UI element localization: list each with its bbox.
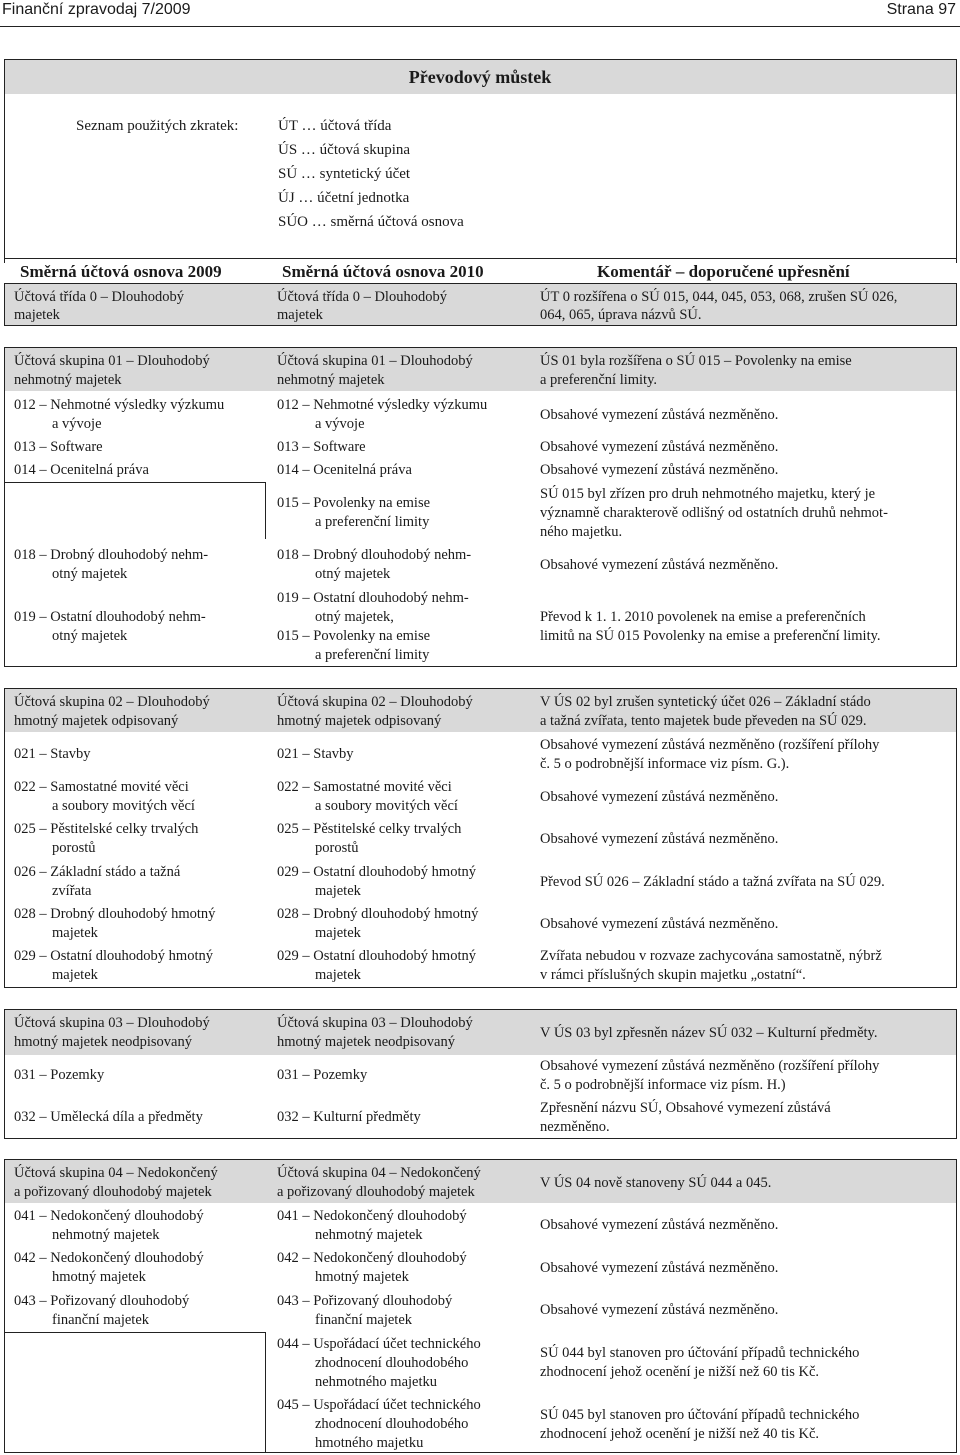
group-03-2010-line2: hmotný majetek neodpisovaný (277, 1034, 455, 1050)
row-031-comment-line1: Obsahové vymezení zůstává nezměněno (rozšíření přílohy (540, 1058, 880, 1074)
row-029-2010-line1: 029 – Ostatní dlouhodobý hmotný (277, 948, 476, 964)
publication-title: Finanční zpravodaj 7/2009 (2, 1, 191, 18)
row-022-2010-line2: a soubory movitých věcí (315, 798, 458, 814)
row-042-2010-line1: 042 – Nedokončený dlouhodobý (277, 1250, 467, 1266)
row-041-2009-line2: nehmotný majetek (52, 1227, 160, 1243)
row-032-comment-line2: nezměněno. (540, 1119, 610, 1135)
row-045-2010-line2: zhodnocení dlouhodobého (315, 1416, 469, 1432)
row-014-2009: 014 – Ocenitelná práva (14, 462, 149, 478)
row-019-comment-line2: limitů na SÚ 015 Povolenky na emise a preferenční limity. (540, 628, 881, 644)
row-019-2009-line1: 019 – Ostatní dlouhodobý nehm- (14, 609, 206, 625)
row-015-2010-line2: a preferenční limity (315, 514, 430, 530)
group-02-2009-line2: hmotný majetek odpisovaný (14, 713, 179, 729)
row-026-2009-line1: 026 – Základní stádo a tažná (14, 864, 181, 880)
page-header (0, 0, 960, 26)
column-header-comment: Komentář – doporučené upřesnění (597, 262, 850, 281)
row-019-2010-line1: 019 – Ostatní dlouhodobý nehm- (277, 590, 469, 606)
class0-comment-line2: 064, 065, úprava názvů SÚ. (540, 307, 702, 323)
row-014-2010: 014 – Ocenitelná práva (277, 462, 412, 478)
group-01-comment-line2: a preferenční limity. (540, 372, 658, 388)
row-028-comment: Obsahové vymezení zůstává nezměněno. (540, 916, 779, 932)
row-012-2009-line2: a vývoje (52, 416, 102, 432)
group-04-2009-line2: a pořizovaný dlouhodobý majetek (14, 1184, 212, 1200)
class0-2009-line2: majetek (14, 307, 60, 323)
row-019-2009-line2: otný majetek (52, 628, 128, 644)
row-012-comment: Obsahové vymezení zůstává nezměněno. (540, 407, 779, 423)
row-045-comment-line2: zhodnocení jehož ocenění je nižší než 40 tis Kč. (540, 1426, 820, 1442)
abbreviation-item: SÚ … syntetický účet (278, 166, 411, 182)
row-044-comment-line2: zhodnocení jehož ocenění je nižší než 60 tis Kč. (540, 1364, 820, 1380)
abbreviation-item: ÚJ … účetní jednotka (278, 190, 410, 206)
group-01-comment-line1: ÚS 01 byla rozšířena o SÚ 015 – Povolenky na emise (540, 353, 852, 369)
header-rule (0, 26, 960, 27)
empty-cell-015 (4, 482, 266, 539)
row-043-2010-line2: finanční majetek (315, 1312, 413, 1328)
row-031-2010: 031 – Pozemky (277, 1067, 368, 1083)
row-019-comment-line1: Převod k 1. 1. 2010 povolenek na emise a preferenčních (540, 609, 866, 625)
row-018-2010-line2: otný majetek (315, 566, 391, 582)
row-044-2010-line2: zhodnocení dlouhodobého (315, 1355, 469, 1371)
group-03-2010-line1: Účtová skupina 03 – Dlouhodobý (277, 1015, 473, 1031)
group-04-comment: V ÚS 04 nově stanoveny SÚ 044 a 045. (540, 1175, 772, 1191)
abbreviations-label: Seznam použitých zkratek: (76, 118, 239, 134)
column-header-2010: Směrná účtová osnova 2010 (282, 262, 484, 281)
row-022-2009-line1: 022 – Samostatné movité věci (14, 779, 189, 795)
group-02-comment-line1: V ÚS 02 byl zrušen syntetický účet 026 – Základní stádo (540, 694, 871, 710)
group-02-2010-line1: Účtová skupina 02 – Dlouhodobý (277, 694, 473, 710)
row-028-2009-line2: majetek (52, 925, 98, 941)
row-012-2010-line2: a vývoje (315, 416, 365, 432)
row-043-2010-line1: 043 – Pořizovaný dlouhodobý (277, 1293, 453, 1309)
row-026-2010-line2: majetek (315, 883, 361, 899)
group-03-2009-line2: hmotný majetek neodpisovaný (14, 1034, 192, 1050)
row-025-2009-line1: 025 – Pěstitelské celky trvalých (14, 821, 199, 837)
row-043-comment: Obsahové vymezení zůstává nezměněno. (540, 1302, 779, 1318)
row-041-comment: Obsahové vymezení zůstává nezměněno. (540, 1217, 779, 1233)
row-015-comment-line3: ného majetku. (540, 524, 623, 540)
class0-2010-line1: Účtová třída 0 – Dlouhodobý (277, 289, 447, 305)
group-02-2009-line1: Účtová skupina 02 – Dlouhodobý (14, 694, 210, 710)
row-044-2010-line3: nehmotného majetku (315, 1374, 438, 1390)
row-042-2009-line1: 042 – Nedokončený dlouhodobý (14, 1250, 204, 1266)
row-029-comment-line1: Zvířata nebudou v rozvaze zachycována samostatně, nýbrž (540, 948, 882, 964)
row-042-2010-line2: hmotný majetek (315, 1269, 409, 1285)
row-025-2009-line2: porostů (52, 840, 96, 856)
group-03-comment: V ÚS 03 byl zpřesněn název SÚ 032 – Kulturní předměty. (540, 1025, 878, 1041)
row-041-2010-line1: 041 – Nedokončený dlouhodobý (277, 1208, 467, 1224)
row-022-comment: Obsahové vymezení zůstává nezměněno. (540, 789, 779, 805)
row-021-2010: 021 – Stavby (277, 746, 354, 762)
row-018-2010-line1: 018 – Drobný dlouhodobý nehm- (277, 547, 472, 563)
row-015-2010-line1: 015 – Povolenky na emise (277, 495, 431, 511)
abbreviation-item: ÚT … účtová třída (278, 118, 392, 134)
document-title: Převodový můstek (408, 67, 552, 87)
row-018-2009-line2: otný majetek (52, 566, 128, 582)
row-026-2010-line1: 029 – Ostatní dlouhodobý hmotný (277, 864, 476, 880)
row-014-comment: Obsahové vymezení zůstává nezměněno. (540, 462, 779, 478)
group-01-2009-line2: nehmotný majetek (14, 372, 122, 388)
row-045-2010-line3: hmotného majetku (315, 1435, 424, 1451)
row-019-2010-line4: a preferenční limity (315, 647, 430, 663)
row-028-2010-line1: 028 – Drobný dlouhodobý hmotný (277, 906, 479, 922)
row-042-comment: Obsahové vymezení zůstává nezměněno. (540, 1260, 779, 1276)
group-04-2010-line1: Účtová skupina 04 – Nedokončený (277, 1165, 481, 1181)
row-013-2010: 013 – Software (277, 439, 366, 455)
row-021-2009: 021 – Stavby (14, 746, 91, 762)
row-022-2009-line2: a soubory movitých věcí (52, 798, 195, 814)
row-043-2009-line1: 043 – Pořizovaný dlouhodobý (14, 1293, 190, 1309)
group-02-comment-line2: a tažná zvířata, tento majetek bude převeden na SÚ 029. (540, 713, 867, 729)
column-header-2009: Směrná účtová osnova 2009 (20, 262, 222, 281)
group-01-2010-line1: Účtová skupina 01 – Dlouhodobý (277, 353, 473, 369)
group-02-2010-line2: hmotný majetek odpisovaný (277, 713, 442, 729)
row-028-2009-line1: 028 – Drobný dlouhodobý hmotný (14, 906, 216, 922)
row-025-2010-line1: 025 – Pěstitelské celky trvalých (277, 821, 462, 837)
row-045-comment-line1: SÚ 045 byl stanoven pro účtování případů technického (540, 1407, 860, 1423)
row-025-2010-line2: porostů (315, 840, 359, 856)
row-021-comment-line2: č. 5 o podrobnější informace viz písm. G.). (540, 756, 790, 772)
abbreviation-item: ÚS … účtová skupina (278, 142, 411, 158)
row-029-2010-line2: majetek (315, 967, 361, 983)
row-041-2009-line1: 041 – Nedokončený dlouhodobý (14, 1208, 204, 1224)
group-03-2009-line1: Účtová skupina 03 – Dlouhodobý (14, 1015, 210, 1031)
row-028-2010-line2: majetek (315, 925, 361, 941)
row-029-2009-line2: majetek (52, 967, 98, 983)
row-032-2010: 032 – Kulturní předměty (277, 1109, 421, 1125)
row-013-2009: 013 – Software (14, 439, 103, 455)
group-01-2010-line2: nehmotný majetek (277, 372, 385, 388)
row-031-2009: 031 – Pozemky (14, 1067, 105, 1083)
group-04-2010-line2: a pořizovaný dlouhodobý majetek (277, 1184, 475, 1200)
row-032-2009: 032 – Umělecká díla a předměty (14, 1109, 203, 1125)
row-015-comment-line1: SÚ 015 byl zřízen pro druh nehmotného majetku, který je (540, 486, 876, 502)
row-031-comment-line2: č. 5 o podrobnější informace viz písm. H.) (540, 1077, 786, 1093)
row-012-2010-line1: 012 – Nehmotné výsledky výzkumu (277, 397, 488, 413)
row-026-comment: Převod SÚ 026 – Základní stádo a tažná zvířata na SÚ 029. (540, 874, 885, 890)
page-number: Strana 97 (886, 1, 956, 18)
row-029-2009-line1: 029 – Ostatní dlouhodobý hmotný (14, 948, 213, 964)
row-042-2009-line2: hmotný majetek (52, 1269, 146, 1285)
row-044-2010-line1: 044 – Uspořádací účet technického (277, 1336, 481, 1352)
row-013-comment: Obsahové vymezení zůstává nezměněno. (540, 439, 779, 455)
row-044-comment-line1: SÚ 044 byl stanoven pro účtování případů technického (540, 1345, 860, 1361)
row-041-2010-line2: nehmotný majetek (315, 1227, 423, 1243)
row-045-2010-line1: 045 – Uspořádací účet technického (277, 1397, 481, 1413)
row-032-comment-line1: Zpřesnění názvu SÚ, Obsahové vymezení zůstává (540, 1100, 831, 1116)
row-025-comment: Obsahové vymezení zůstává nezměněno. (540, 831, 779, 847)
group-04-2009-line1: Účtová skupina 04 – Nedokončený (14, 1165, 218, 1181)
group-01-2009-line1: Účtová skupina 01 – Dlouhodobý (14, 353, 210, 369)
row-019-2010-line2: otný majetek, (315, 609, 394, 625)
row-018-2009-line1: 018 – Drobný dlouhodobý nehm- (14, 547, 209, 563)
row-018-comment: Obsahové vymezení zůstává nezměněno. (540, 557, 779, 573)
row-021-comment-line1: Obsahové vymezení zůstává nezměněno (rozšíření přílohy (540, 737, 880, 753)
row-029-comment-line2: v rámci příslušných skupin majetku „ostatní“. (540, 967, 806, 983)
row-012-2009-line1: 012 – Nehmotné výsledky výzkumu (14, 397, 225, 413)
row-043-2009-line2: finanční majetek (52, 1312, 150, 1328)
class0-comment-line1: ÚT 0 rozšířena o SÚ 015, 044, 045, 053, 068, zrušen SÚ 026, (540, 289, 898, 305)
row-022-2010-line1: 022 – Samostatné movité věci (277, 779, 452, 795)
abbreviation-item: SÚO … směrná účtová osnova (278, 214, 464, 230)
class0-2009-line1: Účtová třída 0 – Dlouhodobý (14, 289, 184, 305)
row-026-2009-line2: zvířata (52, 883, 92, 899)
row-019-2010-line3: 015 – Povolenky na emise (277, 628, 431, 644)
empty-cell-044-045 (4, 1332, 266, 1452)
class0-2010-line2: majetek (277, 307, 323, 323)
row-015-comment-line2: významně charakterově odlišný od ostatních druhů nehmot- (540, 505, 888, 521)
